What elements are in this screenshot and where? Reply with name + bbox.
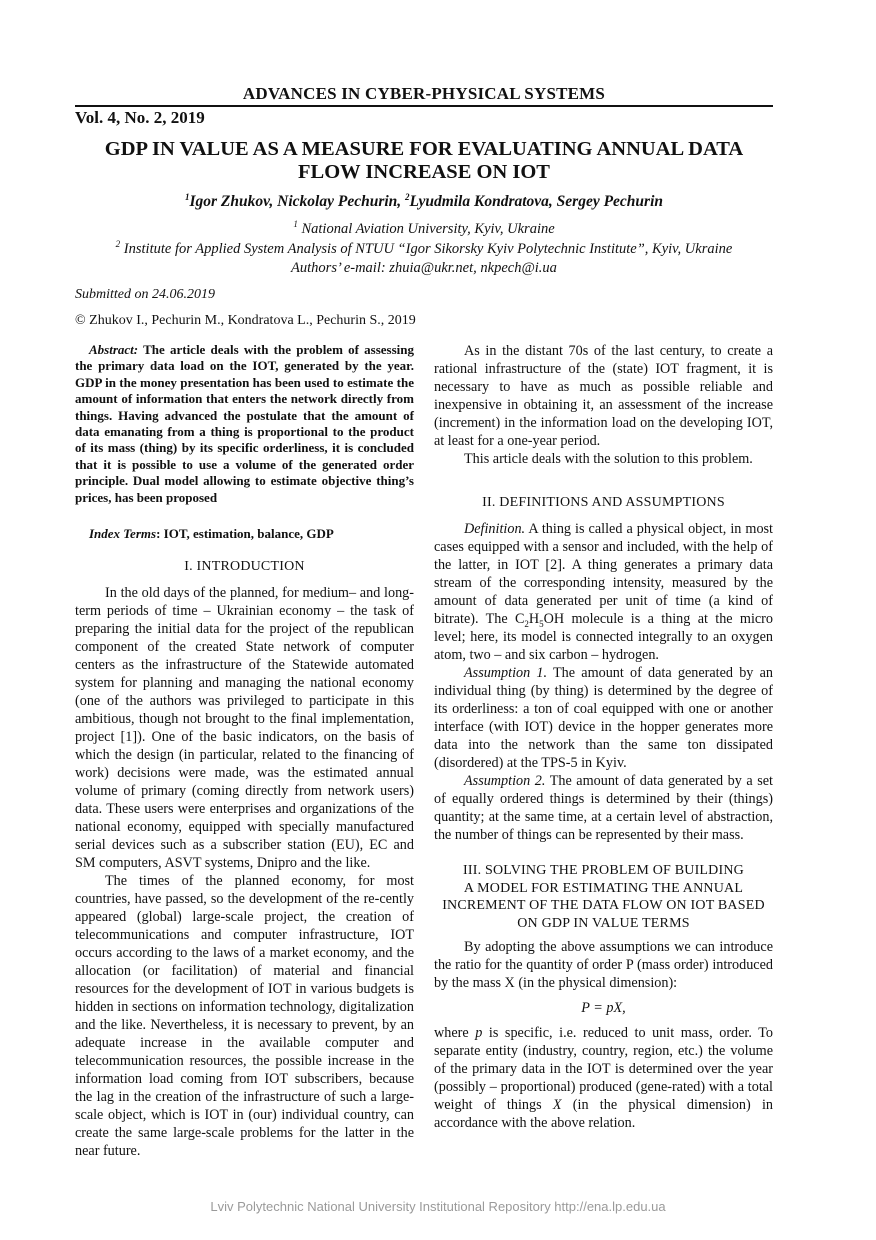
title-line-1: GDP IN VALUE AS A MEASURE FOR EVALUATING ANNUAL DATA [104, 138, 744, 160]
section-heading-solving: III. SOLVING THE PROBLEM OF BUILDING A MODEL FOR ESTIMATING THE ANNUAL INCREMENT OF THE DATA FLOW ON IOT BASED ON GDP IN VALUE TERMS [442, 863, 765, 931]
right-paragraph-2: This article deals with the solution to this problem. [464, 451, 753, 467]
repository-footer: Lviv Polytechnic National University Institutional Repository http://ena.lp.edu.ua [210, 1199, 666, 1214]
copyright: © Zhukov I., Pechurin M., Kondratova L., Pechurin S., 2019 [75, 313, 416, 328]
assumption-1-lead: Assumption 1. [464, 665, 548, 681]
affiliation-1: $^1$ National Aviation University, Kyiv, Ukraine [293, 219, 555, 237]
intro-paragraph-2: The times of the planned economy, for most countries, have passed, so the development of the re-cently appeared (global) large-scale project, the creation of telecommunications and computer infrastructure, IOT occurs according to the laws of a market economy, and the allocation (or facilitation) of material and financial resources for the development of IOT in various budgets is hidden in sections on information technology, digitalization and the like. Nevertheless, it is necessary to prevent, by an adequate increase in the available computer and telecommunication resources, the possible increase in the information load coming from IOT subscribers, because the lag in the creation of the infrastructure of such a large-scale object, which is IOT in (our) individual country, can create the same large-scale problems for the latter in the near future. [75, 873, 414, 1160]
author-sup-2: 2 [405, 191, 410, 202]
assumption-2-lead: Assumption 2. [464, 773, 546, 789]
index-terms [75, 526, 414, 542]
title-line-2: FLOW INCREASE ON IOT [298, 161, 550, 183]
header-rule [75, 105, 773, 107]
left-column [75, 342, 414, 1160]
definition-paragraph: Definition. A thing is called a physical object, in most cases equipped with a sensor and included, with the help of the latter, in IOT [2]. A thing generates a primary data stream of the corresponding intensity, measured by the amount of data generated per unit of time (a kind of bitrate). The $C_2H_5OH$ molecule is a thing at the micro level; here, its model is connected integrally to an oxygen atom, two – and six carbon – hydrogen. [434, 521, 773, 663]
volume-info: Vol. 4, No. 2, 2019 [75, 108, 205, 127]
assumption-1-paragraph: Assumption 1. The amount of data generated by an individual thing (by thing) is determined by the degree of its orderliness: a ton of coal equipped with one or another interface (with IOT) device in the hopper generates more data into the network than the same ton dissipated (disordered) at the TPS-5 in Kyiv. [434, 665, 773, 771]
right-column [434, 342, 773, 1132]
author-group-1: Igor Zhukov, Nickolay Pechurin, [189, 193, 406, 210]
section-heading-definitions: II. DEFINITIONS AND ASSUMPTIONS [482, 495, 725, 510]
abstract-lead: Abstract: [89, 342, 139, 357]
author-group-2: Lyudmila Kondratova, Sergey Pechurin [409, 193, 664, 210]
right-paragraph-4: where p is specific, i.e. reduced to unit mass, order. To separate entity (industry, country, region, etc.) the volume of the primary data in the IOT is determined over the year (possibly – proportional) produced (gene-rated) with a total weight of things X (in the physical dimension) in accordance with the above relation. [434, 1025, 773, 1131]
section-heading-introduction: I. INTRODUCTION [184, 559, 305, 575]
right-paragraph-3: By adopting the above assumptions we can introduce the ratio for the quantity of order P (mass order) introduced by the mass X (in the physical dimension): [434, 939, 773, 991]
journal-name: ADVANCES IN CYBER-PHYSICAL SYSTEMS [242, 84, 606, 103]
authors [75, 193, 773, 211]
formula: P = pX, [581, 1000, 626, 1016]
article-title [75, 138, 773, 184]
assumption-2-paragraph: Assumption 2. The amount of data generated by a set of equally ordered things is determined by their (things) quantity; at the same time, at a certain level of abstraction, the number of things can be represented by their mass. [434, 773, 773, 843]
index-terms-text: : IOT, estimation, balance, GDP [156, 526, 334, 542]
abstract [75, 342, 414, 506]
right-paragraph-1: As in the distant 70s of the last century, to create a rational infrastructure of the (state) IOT fragment, it is necessary to have as much as possible reliable and inexpensive in obtaining it, an assessment of the increase (increment) in the information load on the developing IOT, at least for a one-year period. [434, 343, 773, 449]
author-sup-1: 1 [184, 191, 190, 202]
index-terms-lead: Index Terms [89, 526, 157, 542]
affiliation-2: $^2$ Institute for Applied System Analysis of NTUU “Igor Sikorsky Kyiv Polytechnic Institute”, Kyiv, Ukraine [115, 239, 733, 257]
abstract-text: The article deals with the problem of assessing the primary data load on the IOT, generated by the year. GDP in the money presentation has been used to estimate the amount of information that enters the network directly from things. Having advanced the postulate that the amount of data emanating from a thing is proportional to the product of its mass (thing) by its specific orderliness, it is concluded that it is possible to use a volume of the generated order principle. Dual model allowing to estimate objective thing’s prices, has been proposed [75, 342, 414, 505]
author-emails: Authors’ e-mail: zhuia@ukr.net, nkpech@i.ua [291, 260, 557, 276]
submitted-date: Submitted on 24.06.2019 [75, 287, 215, 302]
intro-paragraph-1: In the old days of the planned, for medium– and long-term periods of time – Ukrainian economy – the task of preparing the initial data for the project of the republican component of the created State network of computer centers as the infrastructure of the Statewide automated system for planning and managing the national economy (one of the authors was privileged to participate in this ambitious, though not brought to the final implementation, project [1]). One of the basic indicators, on the basis of which the design (in particular, related to the financing of work) decisions were made, was the estimated annual volume of primary (coming directly from network users) data. These users were enterprises and organizations of the national economy, equipped with specially manufactured serial devices such as a subscriber station (EU), EC and SM computers, ASVT systems, Dnipro and the like. [75, 585, 414, 872]
definition-lead: Definition. [464, 521, 526, 537]
